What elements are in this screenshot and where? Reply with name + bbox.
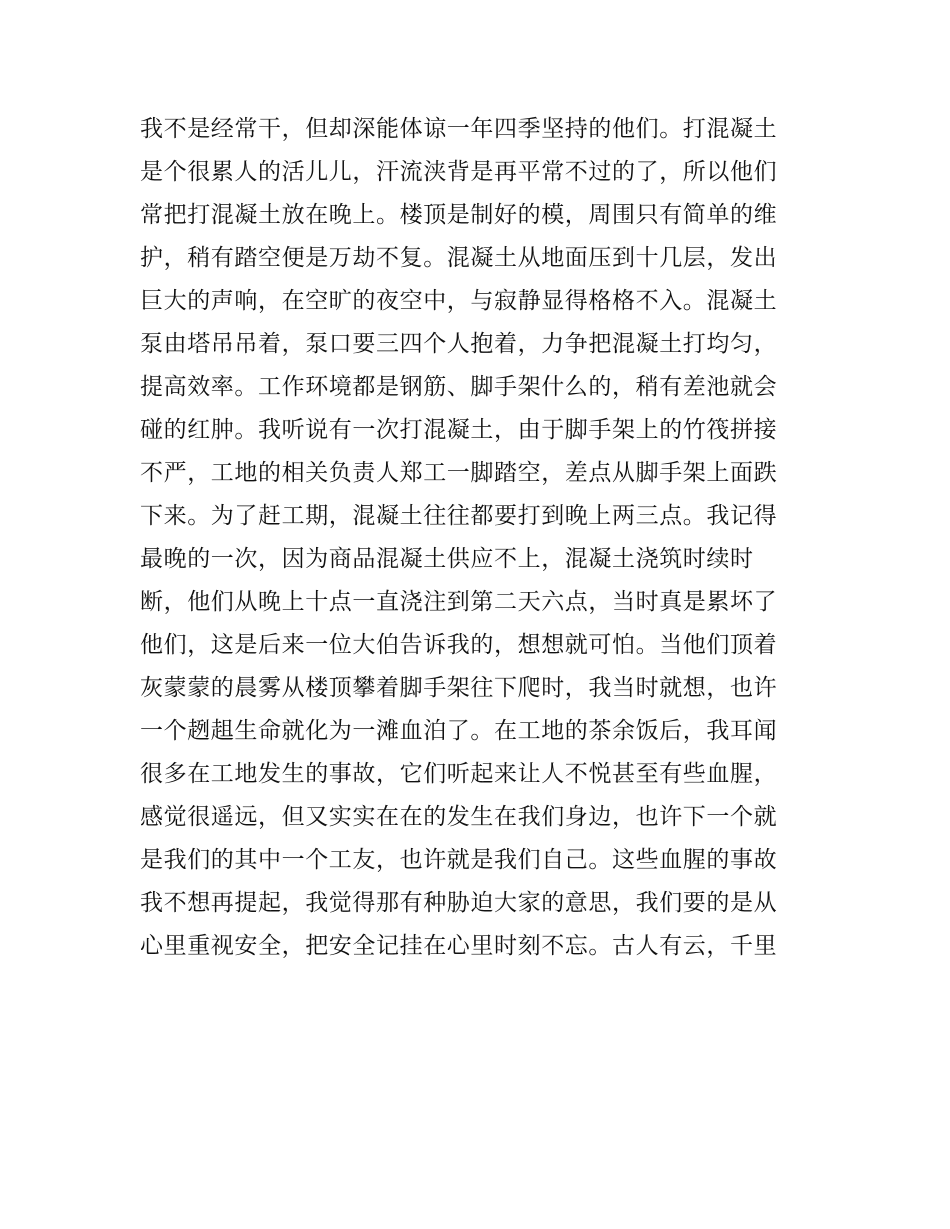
text-line: 灰蒙蒙的晨雾从楼顶攀着脚手架往下爬时，我当时就想，也许 <box>140 675 778 701</box>
text-line: 我不想再提起，我觉得那有种胁迫大家的意思，我们要的是从 <box>140 890 778 916</box>
text-line: 巨大的声响，在空旷的夜空中，与寂静显得格格不入。混凝土 <box>140 288 778 314</box>
body-text <box>140 108 820 968</box>
text-line: 心里重视安全，把安全记挂在心里时刻不忘。古人有云，千里 <box>140 933 778 959</box>
text-line: 泵由塔吊吊着，泵口要三四个人抱着，力争把混凝土打均匀， <box>140 331 778 357</box>
text-line: 我不是经常干，但却深能体谅一年四季坚持的他们。打混凝土 <box>140 116 778 142</box>
text-line: 提高效率。工作环境都是钢筋、脚手架什么的，稍有差池就会 <box>140 374 778 400</box>
text-line: 感觉很遥远，但又实实在在的发生在我们身边，也许下一个就 <box>140 804 778 830</box>
text-line: 一个趔趄生命就化为一滩血泊了。在工地的茶余饭后，我耳闻 <box>140 718 778 744</box>
text-line: 不严，工地的相关负责人郑工一脚踏空，差点从脚手架上面跌 <box>140 460 778 486</box>
text-line: 是我们的其中一个工友，也许就是我们自己。这些血腥的事故 <box>140 847 778 873</box>
text-line: 他们，这是后来一位大伯告诉我的，想想就可怕。当他们顶着 <box>140 632 778 658</box>
text-line: 碰的红肿。我听说有一次打混凝土，由于脚手架上的竹筏拼接 <box>140 417 778 443</box>
text-line: 最晚的一次，因为商品混凝土供应不上，混凝土浇筑时续时 <box>140 546 754 572</box>
text-line: 下来。为了赶工期，混凝土往往都要打到晚上两三点。我记得 <box>140 503 778 529</box>
text-line: 护，稍有踏空便是万劫不复。混凝土从地面压到十几层，发出 <box>140 245 778 271</box>
text-line: 常把打混凝土放在晚上。楼顶是制好的模，周围只有简单的维 <box>140 202 778 228</box>
text-line: 是个很累人的活儿儿，汗流浃背是再平常不过的了，所以他们 <box>140 159 778 185</box>
text-line: 断，他们从晚上十点一直浇注到第二天六点，当时真是累坏了 <box>140 589 778 615</box>
text-line: 很多在工地发生的事故，它们听起来让人不悦甚至有些血腥， <box>140 761 778 787</box>
